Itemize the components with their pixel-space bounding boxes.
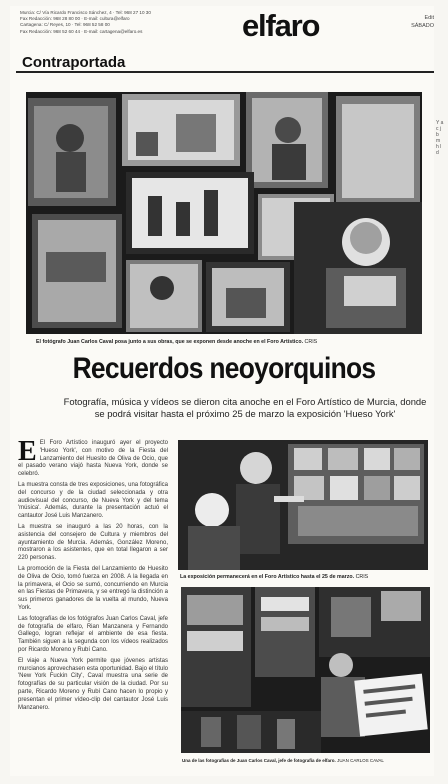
section-title: Contraportada (22, 54, 126, 71)
hero-caption (36, 339, 426, 345)
edition-day: SÁBADO (411, 23, 434, 29)
body-paragraph: Las fotografías de los fotógrafos Juan Carlos Caval, jefe de fotografía de elfaro, Rian Manzanera y Fernando Gallego, logran reflejar el ambiente de esa fiesta. También siguen a la segunda con los vídeos realizados por Ricardo Moreno y Rubí Cano. (18, 615, 168, 653)
article-headline: Recuerdos neoyorquinos (72, 352, 376, 385)
new-york-image (181, 587, 430, 753)
dropcap: E (18, 436, 37, 467)
article-standfirst: Fotografía, música y vídeos se dieron cita anoche en el Foro Artístico de Murcia, donde se podrá visitar hasta el próximo 25 de marzo la exposición 'Hueso York' (63, 396, 427, 419)
exhibition-image (178, 440, 428, 570)
hero-caption-text: El fotógrafo Juan Carlos Caval posa junto a sus obras, que se exponen desde anoche en el Foro Artístico. (36, 339, 304, 345)
edition-info (394, 14, 434, 30)
article-body (18, 436, 168, 715)
masthead-contact-info (20, 10, 210, 35)
new-york-photo (181, 587, 430, 753)
exhibition-caption-text: La exposición permanecerá en el Foro Artístico hasta el 25 de marzo. (180, 574, 355, 580)
collage-image (26, 92, 422, 334)
new-york-credit: JUAN CARLOS CAVAL (337, 758, 384, 763)
body-paragraph: La muestra consta de tres exposiciones, una fotográfica del concurso y de la ciudad seleccionada y otra audiovisual del concurso, de Nueva York y del tema 'música'. Además, durante la presentación actuó el cantautor José Luis Manzanero. (18, 481, 168, 520)
body-paragraph: La promoción de la Fiesta del Lanzamiento de Huesito de Oliva de Ocio, tomó fuerza en 2008. A la llegada en la primavera, el Ocio se sumó, concurriendo en Murcia en las Fiestas de Primavera, y se entregó la distinción a sus primeros ganadores de la vuelta al mundo, Nueva York. (18, 565, 168, 611)
hero-photo-collage (26, 92, 422, 334)
hero-credit: CRIS (304, 339, 318, 345)
newspaper-logo: elfaro (242, 8, 320, 43)
edition-label: Edit (424, 15, 434, 21)
exhibition-caption (180, 574, 430, 580)
new-york-caption (182, 758, 432, 763)
exhibition-photo (178, 440, 428, 570)
adjacent-page-text: Y a c j b m h l d (436, 120, 444, 156)
body-paragraph (18, 436, 168, 479)
body-paragraph: La muestra se inauguró a las 20 horas, con la asistencia del consejero de Cultura y miembros del ayuntamiento de Murcia. Además, González Moreno, mostraron a los asistentes, que en total llegaron a ser 220 personas. (18, 523, 168, 562)
paragraph-text: El Foro Artístico inauguró ayer el proyecto 'Hueso York', con motivo de la Fiesta del Lanzamiento del Huesito de Oliva de Ocio, que el pasado verano viajó hasta Nueva York, donde se celebró. (18, 440, 168, 478)
exhibition-credit: CRIS (355, 574, 369, 580)
contact-line: Fax Redacción: 968 28 80 00 · E-mail: cultura@elfaro (20, 16, 130, 22)
section-header (16, 53, 434, 73)
contact-line: Fax Redacción: 968 52 60 44 · E-mail: cartagena@elfaro.es (20, 28, 143, 34)
body-paragraph: El viaje a Nueva York permite que jóvenes artistas murcianos aprovechasen esta oportunidad. Bajo el título 'New York Fuckin City', Caval muestra una serie de fotografías de su particular visión de la ciudad. Por su parte, Ricardo Moreno y Rubí Cano hacen lo propio y presentan el primer vídeo-clip del cantautor José Luis Manzanero. (18, 657, 168, 711)
new-york-caption-text: Una de las fotografías de Juan Carlos Caval, jefe de fotografía de elfaro. (182, 758, 336, 763)
contact-line: Murcia: C/ Vía Ricardo Francisco Sánchez, 4 · Tel: 968 27 10 30 (20, 10, 151, 15)
contact-line: Cartagena: C/ Reyes, 10 · Tel: 968 52 58 00 (20, 22, 110, 28)
